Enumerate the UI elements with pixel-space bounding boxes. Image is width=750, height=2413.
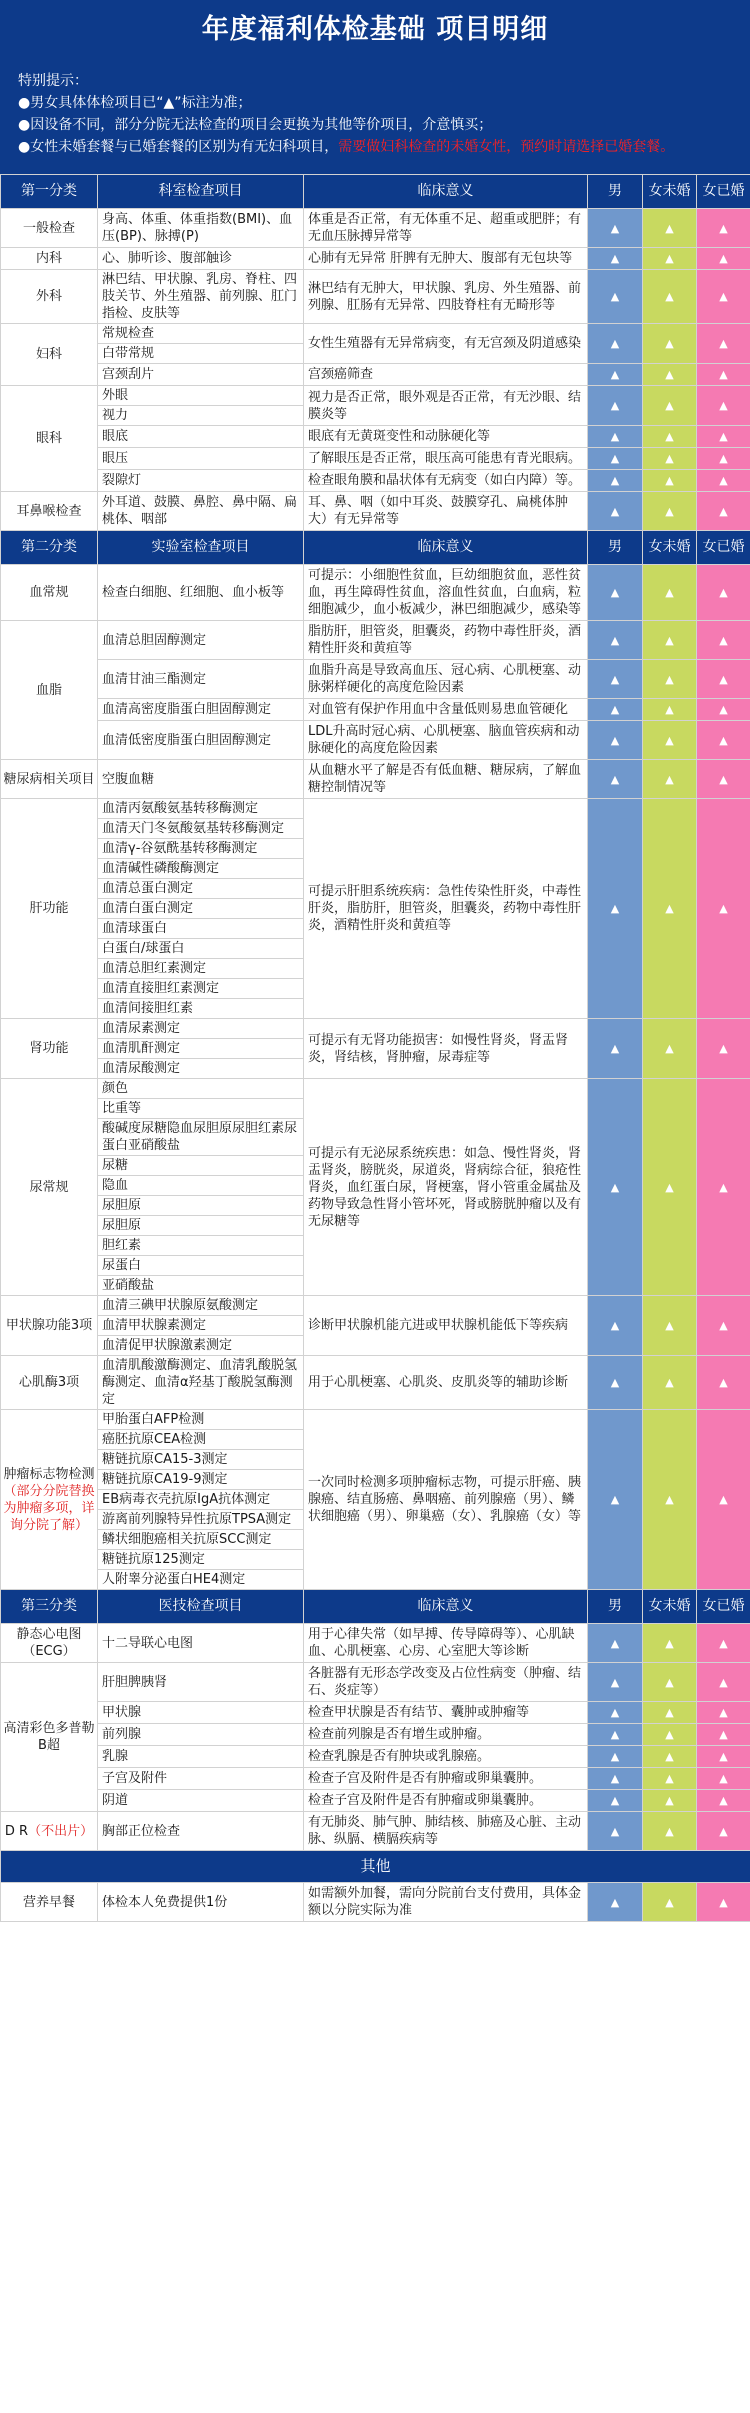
unmarried-mark: ▲ [643,1410,697,1590]
male-mark: ▲ [588,660,643,699]
check-item: 身高、体重、体重指数(BMI)、血压(BP)、脉搏(P) [98,209,304,248]
check-item: 空腹血糖 [98,760,304,799]
check-item: 十二导联心电图 [98,1624,304,1663]
clinical-meaning: 视力是否正常，眼外观是否正常，有无沙眼、结膜炎等 [304,386,588,426]
meaning-column-header: 临床意义 [304,1590,588,1624]
category-label: 内科 [35,251,62,266]
male-column-header: 男 [588,175,643,209]
check-item: 尿胆原 [98,1216,304,1236]
category-cell [1,799,98,1019]
check-item: 人附睾分泌蛋白HE4测定 [98,1570,304,1590]
table-row [1,565,750,621]
male-mark: ▲ [588,760,643,799]
section-title: 第三分类 [1,1590,98,1624]
clinical-meaning: 可提示有无泌尿系统疾患：如急、慢性肾炎，肾盂肾炎，膀胱炎，尿道炎，肾病综合征，狼疮性肾炎，血红蛋白尿，肾梗塞，肾小管重金属盐及药物导致急性肾小管坏死，肾或膀胱肿瘤以及有无尿糖等 [304,1079,588,1296]
married-mark: ▲ [697,1410,750,1590]
check-item: 血清碱性磷酸酶测定 [98,859,304,879]
table-row [1,1768,750,1790]
table-row [1,799,750,819]
unmarried-mark: ▲ [643,270,697,324]
unmarried-mark: ▲ [643,248,697,270]
clinical-meaning: 可提示：小细胞性贫血，巨幼细胞贫血，恶性贫血，再生障碍性贫血，溶血性贫血，白血病，粒细胞减少，血小板减少，淋巴细胞减少，感染等 [304,565,588,621]
clinical-meaning: 可提示有无肾功能损害：如慢性肾炎，肾盂肾炎，肾结核，肾肿瘤，尿毒症等 [304,1019,588,1079]
unmarried-column-header: 女未婚 [643,531,697,565]
item-column-header: 医技检查项目 [98,1590,304,1624]
category-label: 外科 [35,289,62,304]
category-cell [1,248,98,270]
table-row [1,270,750,324]
clinical-meaning: 各脏器有无形态学改变及占位性病变（肿瘤、结石、炎症等） [304,1663,588,1702]
notice-title: 特别提示： [18,73,88,89]
unmarried-mark: ▲ [643,1702,697,1724]
table-row [1,1702,750,1724]
check-item: 血清肌酸激酶测定、血清乳酸脱氢酶测定、血清α羟基丁酸脱氢酶测定 [98,1356,304,1410]
clinical-meaning: 检查子宫及附件是否有肿瘤或卵巢囊肿。 [304,1790,588,1812]
check-item: 胆红素 [98,1236,304,1256]
unmarried-mark: ▲ [643,760,697,799]
unmarried-mark: ▲ [643,426,697,448]
check-item: 前列腺 [98,1724,304,1746]
table-row [1,621,750,660]
male-column-header: 男 [588,1590,643,1624]
check-item: 比重等 [98,1099,304,1119]
check-item: 血清直接胆红素测定 [98,979,304,999]
check-item: 鳞状细胞癌相关抗原SCC测定 [98,1530,304,1550]
check-item: 常规检查 [98,324,304,344]
table-row [1,248,750,270]
table-row [1,1812,750,1851]
table-row [1,386,750,406]
check-item: 血清促甲状腺激素测定 [98,1336,304,1356]
table-row [1,470,750,492]
clinical-meaning: 有无肺炎、肺气肿、肺结核、肺癌及心脏、主动脉、纵膈、横膈疾病等 [304,1812,588,1851]
category-cell [1,1019,98,1079]
married-mark: ▲ [697,721,750,760]
unmarried-mark: ▲ [643,1812,697,1851]
notice-line [18,136,732,158]
check-item: 隐血 [98,1176,304,1196]
check-item: 眼压 [98,448,304,470]
table-row [1,1019,750,1039]
clinical-meaning: 血脂升高是导致高血压、冠心病、心肌梗塞、动脉粥样硬化的高度危险因素 [304,660,588,699]
meaning-column-header: 临床意义 [304,531,588,565]
male-mark: ▲ [588,1724,643,1746]
table-row [1,492,750,531]
clinical-meaning: 可提示肝胆系统疾病：急性传染性肝炎，中毒性肝炎，脂肪肝，胆管炎，胆囊炎，药物中毒性肝炎，酒精性肝炎和黄疸等 [304,799,588,1019]
category-cell [1,1079,98,1296]
check-item: 血清总胆固醇测定 [98,621,304,660]
married-mark: ▲ [697,324,750,364]
check-item: 血清肌酐测定 [98,1039,304,1059]
clinical-meaning: 宫颈癌筛查 [304,364,588,386]
unmarried-mark: ▲ [643,324,697,364]
section-header-row [1,175,750,209]
unmarried-mark: ▲ [643,699,697,721]
unmarried-mark: ▲ [643,799,697,1019]
category-label: 高清彩色多普勒B超 [3,1721,95,1753]
table-row [1,1624,750,1663]
check-item: 血清白蛋白测定 [98,899,304,919]
clinical-meaning: 用于心律失常（如早搏、传导障碍等）、心肌缺血、心肌梗塞、心房、心室肥大等诊断 [304,1624,588,1663]
married-mark: ▲ [697,621,750,660]
category-label: 妇科 [35,347,62,362]
category-cell [1,565,98,621]
check-item: 血清总胆红素测定 [98,959,304,979]
section-title: 第一分类 [1,175,98,209]
clinical-meaning: 对血管有保护作用血中含量低则易患血管硬化 [304,699,588,721]
category-label: 血脂 [35,682,62,698]
unmarried-mark: ▲ [643,1883,697,1922]
check-item: 酸碱度尿糖隐血尿胆原尿胆红素尿蛋白亚硝酸盐 [98,1119,304,1156]
male-mark: ▲ [588,1746,643,1768]
married-mark: ▲ [697,699,750,721]
category-label: 一般检查 [22,220,75,236]
check-item: 体检本人免费提供1份 [98,1883,304,1922]
male-mark: ▲ [588,470,643,492]
category-label: 静态心电图（ECG） [16,1627,82,1659]
male-mark: ▲ [588,248,643,270]
category-cell [1,1356,98,1410]
married-mark: ▲ [697,1768,750,1790]
check-item: 尿糖 [98,1156,304,1176]
married-mark: ▲ [697,1883,750,1922]
male-mark: ▲ [588,699,643,721]
male-mark: ▲ [588,1019,643,1079]
table-row [1,426,750,448]
clinical-meaning: 体重是否正常，有无体重不足、超重或肥胖；有无血压脉搏异常等 [304,209,588,248]
check-item: 胸部正位检查 [98,1812,304,1851]
unmarried-mark: ▲ [643,1663,697,1702]
unmarried-mark: ▲ [643,565,697,621]
notice-line: ●因设备不同，部分分院无法检查的项目会更换为其他等价项目，介意慎买； [18,117,493,133]
section-header-row [1,1590,750,1624]
male-mark: ▲ [588,1296,643,1356]
table-row [1,1296,750,1316]
unmarried-column-header: 女未婚 [643,1590,697,1624]
clinical-meaning: 眼底有无黄斑变性和动脉硬化等 [304,426,588,448]
category-label: 肿瘤标志物检测 [3,1466,95,1482]
male-mark: ▲ [588,324,643,364]
table-row [1,760,750,799]
table-row [1,209,750,248]
check-item: 眼底 [98,426,304,448]
check-item: EB病毒衣壳抗原IgA抗体测定 [98,1490,304,1510]
married-mark: ▲ [697,1624,750,1663]
notice-line: ●男女具体体检项目已“▲”标注为准； [18,95,252,111]
meaning-column-header: 临床意义 [304,175,588,209]
table-row [1,324,750,344]
male-mark: ▲ [588,621,643,660]
married-mark: ▲ [697,1296,750,1356]
check-item: 癌胚抗原CEA检测 [98,1430,304,1450]
table-row [1,1410,750,1430]
married-mark: ▲ [697,448,750,470]
check-item: 视力 [98,406,304,426]
clinical-meaning: 检查前列腺是否有增生或肿瘤。 [304,1724,588,1746]
unmarried-mark: ▲ [643,621,697,660]
notice-line-text: ●女性未婚套餐与已婚套餐的区别为有无妇科项目， [18,139,339,155]
male-mark: ▲ [588,386,643,426]
check-item: 甲状腺 [98,1702,304,1724]
check-item: 尿胆原 [98,1196,304,1216]
check-item: 游离前列腺特异性抗原TPSA测定 [98,1510,304,1530]
check-item: 血清高密度脂蛋白胆固醇测定 [98,699,304,721]
category-label: D R [4,1823,29,1839]
table-row [1,699,750,721]
unmarried-mark: ▲ [643,1724,697,1746]
check-item: 裂隙灯 [98,470,304,492]
married-mark: ▲ [697,470,750,492]
check-item: 亚硝酸盐 [98,1276,304,1296]
category-label: 肾功能 [29,1041,69,1056]
category-cell [1,270,98,324]
table-row [1,1663,750,1702]
check-item: 血清尿酸测定 [98,1059,304,1079]
male-mark: ▲ [588,1079,643,1296]
category-label: 营养早餐 [22,1894,75,1910]
table-row [1,721,750,760]
category-cell [1,760,98,799]
clinical-meaning: 了解眼压是否正常，眼压高可能患有青光眼病。 [304,448,588,470]
category-label: 肝功能 [29,901,69,916]
married-mark: ▲ [697,1724,750,1746]
clinical-meaning: 检查乳腺是否有肿块或乳腺癌。 [304,1746,588,1768]
check-item: 白蛋白/球蛋白 [98,939,304,959]
check-item: 血清γ-谷氨酰基转移酶测定 [98,839,304,859]
married-mark: ▲ [697,760,750,799]
check-item: 血清甘油三酯测定 [98,660,304,699]
table-row [1,1724,750,1746]
check-item: 淋巴结、甲状腺、乳房、脊柱、四肢关节、外生殖器、前列腺、肛门指检、皮肤等 [98,270,304,324]
male-mark: ▲ [588,1410,643,1590]
married-mark: ▲ [697,660,750,699]
table-row [1,1790,750,1812]
check-item: 子宫及附件 [98,1768,304,1790]
male-mark: ▲ [588,1702,643,1724]
check-item: 肝胆脾胰肾 [98,1663,304,1702]
clinical-meaning: 从血糖水平了解是否有低血糖、糖尿病，了解血糖控制情况等 [304,760,588,799]
check-item: 糖链抗原CA15-3测定 [98,1450,304,1470]
check-item: 白带常规 [98,344,304,364]
male-mark: ▲ [588,565,643,621]
unmarried-mark: ▲ [643,1356,697,1410]
check-item: 外耳道、鼓膜、鼻腔、鼻中隔、扁桃体、咽部 [98,492,304,531]
category-label: 尿常规 [29,1179,69,1195]
male-mark: ▲ [588,1812,643,1851]
married-mark: ▲ [697,270,750,324]
category-label: 耳鼻喉检查 [16,503,82,519]
male-mark: ▲ [588,1624,643,1663]
married-mark: ▲ [697,1812,750,1851]
male-mark: ▲ [588,209,643,248]
male-column-header: 男 [588,531,643,565]
clinical-meaning: 检查子宫及附件是否有肿瘤或卵巢囊肿。 [304,1768,588,1790]
clinical-meaning: LDL升高时冠心病、心肌梗塞、脑血管疾病和动脉硬化的高度危险因素 [304,721,588,760]
table-row [1,1883,750,1922]
unmarried-mark: ▲ [643,386,697,426]
check-item: 糖链抗原125测定 [98,1550,304,1570]
unmarried-mark: ▲ [643,660,697,699]
married-mark: ▲ [697,426,750,448]
check-item: 血清天门冬氨酸氨基转移酶测定 [98,819,304,839]
category-label: 心肌酶3项 [18,1375,80,1390]
category-cell [1,1296,98,1356]
check-item: 糖链抗原CA19-9测定 [98,1470,304,1490]
table-row [1,448,750,470]
male-mark: ▲ [588,1768,643,1790]
clinical-meaning: 用于心肌梗塞、心肌炎、皮肌炎等的辅助诊断 [304,1356,588,1410]
table-row [1,1356,750,1410]
check-item: 外眼 [98,386,304,406]
check-item: 血清总蛋白测定 [98,879,304,899]
check-item: 血清甲状腺素测定 [98,1316,304,1336]
married-column-header: 女已婚 [697,531,750,565]
category-cell [1,621,98,760]
item-column-header: 科室检查项目 [98,175,304,209]
clinical-meaning: 如需额外加餐，需向分院前台支付费用，具体金额以分院实际为准 [304,1883,588,1922]
table-row [1,660,750,699]
clinical-meaning: 检查甲状腺是否有结节、囊肿或肿瘤等 [304,1702,588,1724]
married-column-header: 女已婚 [697,175,750,209]
married-mark: ▲ [697,1663,750,1702]
clinical-meaning: 检查眼角膜和晶状体有无病变（如白内障）等。 [304,470,588,492]
table-row [1,364,750,386]
check-item: 血清丙氨酸氨基转移酶测定 [98,799,304,819]
unmarried-mark: ▲ [643,209,697,248]
section-header-row [1,531,750,565]
page-header [0,0,750,174]
male-mark: ▲ [588,1790,643,1812]
male-mark: ▲ [588,1883,643,1922]
check-item: 阴道 [98,1790,304,1812]
married-mark: ▲ [697,248,750,270]
check-item: 血清间接胆红素 [98,999,304,1019]
section-header-row [1,1851,750,1883]
category-note: （不出片） [28,1823,94,1839]
married-mark: ▲ [697,1702,750,1724]
category-cell [1,1812,98,1851]
category-label: 血常规 [29,585,69,600]
category-label: 糖尿病相关项目 [3,771,95,787]
clinical-meaning: 诊断甲状腺机能亢进或甲状腺机能低下等疾病 [304,1296,588,1356]
page-title: 年度福利体检基础 项目明细 [201,14,549,45]
married-mark: ▲ [697,1746,750,1768]
unmarried-mark: ▲ [643,1079,697,1296]
check-item: 宫颈刮片 [98,364,304,386]
category-label: 眼科 [35,431,62,446]
married-mark: ▲ [697,209,750,248]
married-column-header: 女已婚 [697,1590,750,1624]
check-item: 颜色 [98,1079,304,1099]
category-cell [1,209,98,248]
married-mark: ▲ [697,1790,750,1812]
check-item: 甲胎蛋白AFP检测 [98,1410,304,1430]
male-mark: ▲ [588,721,643,760]
male-mark: ▲ [588,1356,643,1410]
unmarried-mark: ▲ [643,1624,697,1663]
married-mark: ▲ [697,1079,750,1296]
clinical-meaning: 心肺有无异常 肝脾有无肿大、腹部有无包块等 [304,248,588,270]
unmarried-column-header: 女未婚 [643,175,697,209]
check-item: 检查白细胞、红细胞、血小板等 [98,565,304,621]
unmarried-mark: ▲ [643,492,697,531]
male-mark: ▲ [588,1663,643,1702]
checkup-table [0,174,750,1922]
unmarried-mark: ▲ [643,721,697,760]
clinical-meaning: 女性生殖器有无异常病变，有无宫颈及阴道感染 [304,324,588,364]
male-mark: ▲ [588,364,643,386]
clinical-meaning: 一次同时检测多项肿瘤标志物，可提示肝癌、胰腺癌、结直肠癌、鼻咽癌、前列腺癌（男）、鳞状细胞癌（男）、卵巢癌（女）、乳腺癌（女）等 [304,1410,588,1590]
male-mark: ▲ [588,448,643,470]
check-item: 乳腺 [98,1746,304,1768]
male-mark: ▲ [588,426,643,448]
married-mark: ▲ [697,364,750,386]
married-mark: ▲ [697,1356,750,1410]
unmarried-mark: ▲ [643,1296,697,1356]
married-mark: ▲ [697,565,750,621]
category-cell [1,1883,98,1922]
married-mark: ▲ [697,1019,750,1079]
category-cell [1,324,98,386]
section-title: 其他 [1,1851,750,1883]
check-item: 尿蛋白 [98,1256,304,1276]
clinical-meaning: 耳、鼻、咽（如中耳炎、鼓膜穿孔、扁桃体肿大）有无异常等 [304,492,588,531]
unmarried-mark: ▲ [643,364,697,386]
check-item: 血清尿素测定 [98,1019,304,1039]
category-cell [1,386,98,492]
clinical-meaning: 脂肪肝，胆管炎，胆囊炎，药物中毒性肝炎，酒精性肝炎和黄疸等 [304,621,588,660]
male-mark: ▲ [588,799,643,1019]
item-column-header: 实验室检查项目 [98,531,304,565]
check-item: 血清三碘甲状腺原氨酸测定 [98,1296,304,1316]
special-notice [0,60,750,174]
table-row [1,1079,750,1099]
section-title: 第二分类 [1,531,98,565]
unmarried-mark: ▲ [643,1746,697,1768]
table-row [1,1746,750,1768]
clinical-meaning: 淋巴结有无肿大，甲状腺、乳房、外生殖器、前列腺、肛肠有无异常、四肢脊柱有无畸形等 [304,270,588,324]
unmarried-mark: ▲ [643,1768,697,1790]
check-item: 血清低密度脂蛋白胆固醇测定 [98,721,304,760]
category-label: 甲状腺功能3项 [5,1318,93,1333]
category-cell [1,1663,98,1812]
unmarried-mark: ▲ [643,1019,697,1079]
category-note: （部分分院替换为肿瘤多项，详询分院了解） [3,1483,95,1533]
married-mark: ▲ [697,492,750,531]
check-item: 血清球蛋白 [98,919,304,939]
married-mark: ▲ [697,799,750,1019]
married-mark: ▲ [697,386,750,426]
notice-warning: 需要做妇科检查的未婚女性，预约时请选择已婚套餐。 [338,139,675,155]
category-cell [1,492,98,531]
category-cell [1,1410,98,1590]
unmarried-mark: ▲ [643,470,697,492]
category-cell [1,1624,98,1663]
check-item: 心、肺听诊、腹部触诊 [98,248,304,270]
male-mark: ▲ [588,492,643,531]
unmarried-mark: ▲ [643,448,697,470]
male-mark: ▲ [588,270,643,324]
unmarried-mark: ▲ [643,1790,697,1812]
